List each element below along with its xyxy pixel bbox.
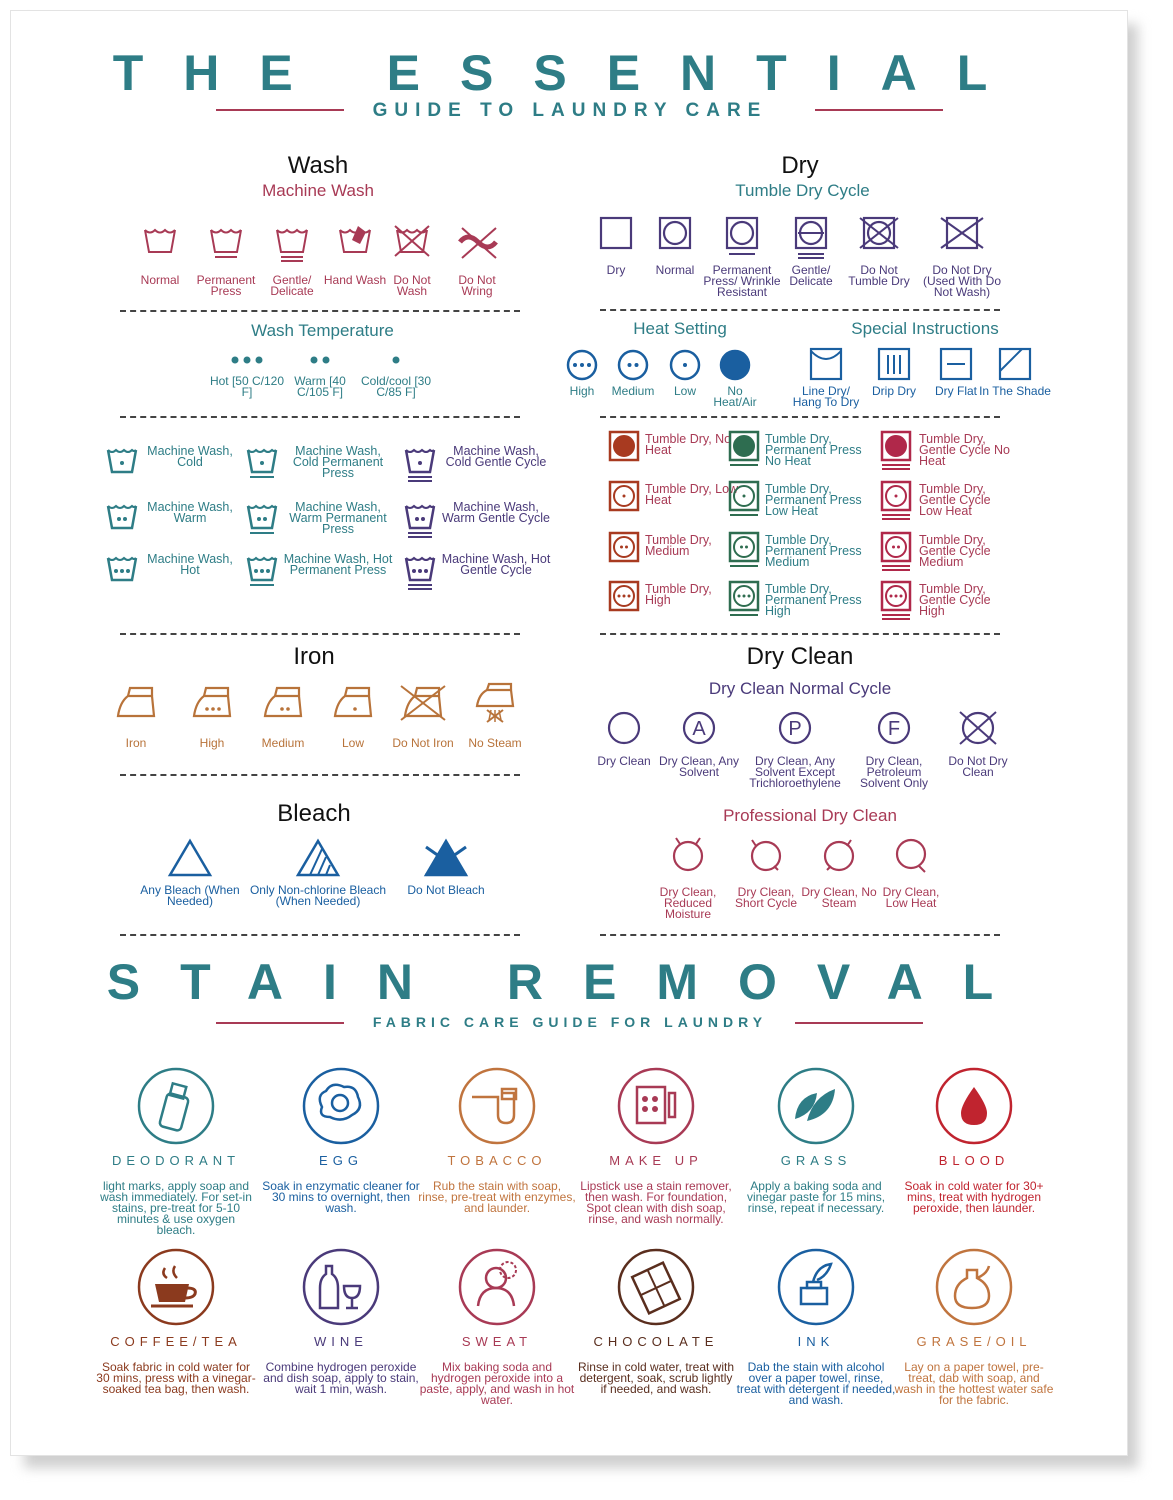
dry-item-label: Dry bbox=[606, 263, 626, 277]
wash-combo-label: Machine Wash, Hot Gentle Cycle bbox=[441, 552, 551, 577]
dry-flat-icon bbox=[939, 347, 973, 381]
divider bbox=[120, 310, 520, 312]
tumble-dry-combo-icon bbox=[608, 480, 640, 522]
stain-name: GRASS bbox=[780, 1153, 852, 1168]
dry-item-label: Normal bbox=[655, 263, 695, 277]
temperature-label: Hot [50 C/120 F] bbox=[209, 374, 285, 399]
svg-text:F: F bbox=[887, 718, 901, 740]
dry-heading: Dry bbox=[781, 152, 819, 179]
heat-setting-icon bbox=[617, 349, 649, 381]
dry-clean-icon bbox=[606, 710, 642, 746]
tumble-dry-combo-label: Tumble Dry, Permanent Press Medium bbox=[765, 533, 862, 569]
stain-description: light marks, apply soap and wash immediately. For set-in stains, pre-treat for 5-10 minutes & use oxygen bleach. bbox=[100, 1179, 252, 1237]
dry-clean-label: Dry Clean bbox=[597, 754, 651, 768]
dry-subheading: Tumble Dry Cycle bbox=[735, 181, 870, 200]
heat-setting-icon bbox=[719, 349, 751, 381]
tumble-dry-combo-icon bbox=[728, 430, 760, 472]
tumble-dry-permanent-press-icon bbox=[725, 216, 759, 262]
tumble-dry-combo-label: Tumble Dry, Gentle Cycle Medium bbox=[919, 533, 991, 569]
stain-removal-subtitle: FABRIC CARE GUIDE FOR LAUNDRY bbox=[372, 1014, 768, 1030]
stain-name: GRASE/OIL bbox=[916, 1334, 1032, 1349]
line-dry-icon bbox=[809, 347, 843, 381]
heat-setting-label: No Heat/Air bbox=[713, 384, 757, 409]
bleach-item-label: Any Bleach (When Needed) bbox=[140, 883, 240, 908]
dry-clean-p-icon bbox=[777, 710, 813, 746]
iron-low-icon bbox=[329, 682, 377, 724]
sweat-icon bbox=[458, 1248, 536, 1326]
wash-heading: Wash bbox=[287, 152, 349, 179]
blood-drop-icon bbox=[935, 1067, 1013, 1145]
tumble-dry-combo-icon bbox=[608, 580, 640, 622]
do-not-wring-icon bbox=[458, 224, 496, 264]
wash-combo-icon bbox=[404, 500, 436, 540]
iron-heading: Iron bbox=[293, 643, 335, 670]
wash-combo-icon bbox=[404, 552, 436, 592]
do-not-dry-clean-icon bbox=[960, 710, 996, 746]
do-not-dry-icon bbox=[945, 216, 979, 262]
iron-item-label: No Steam bbox=[468, 736, 522, 750]
dry-item-label: Do Not Dry (Used With Do Not Wash) bbox=[922, 263, 1002, 299]
tumble-dry-combo-label: Tumble Dry, No Heat bbox=[645, 432, 732, 457]
heat-setting-icon bbox=[669, 349, 701, 381]
divider bbox=[120, 774, 520, 776]
tumble-dry-combo-icon bbox=[728, 531, 760, 573]
dry-clean-heading: Dry Clean bbox=[746, 643, 854, 670]
special-instruction-label: Dry Flat bbox=[935, 384, 977, 398]
stain-name: WINE bbox=[314, 1334, 368, 1349]
stain-description: Combine hydrogen peroxide and dish soap, apply to stain, wait 1 min, wash. bbox=[263, 1360, 419, 1396]
bleach-heading: Bleach bbox=[277, 800, 351, 827]
stain-name: DEODORANT bbox=[111, 1153, 241, 1168]
do-not-iron-icon bbox=[399, 682, 447, 724]
heat-setting-label: Low bbox=[673, 384, 696, 398]
wash-combo-label: Machine Wash, Warm Gentle Cycle bbox=[442, 500, 550, 525]
temperature-dots-icon bbox=[300, 354, 340, 366]
wash-combo-icon bbox=[106, 444, 138, 484]
dry-clean-reduced-moisture-icon bbox=[670, 836, 706, 874]
temperature-label: Warm [40 C/105 F] bbox=[294, 374, 346, 399]
stain-name: INK bbox=[797, 1334, 835, 1349]
stain-name: MAKE UP bbox=[609, 1153, 703, 1168]
wash-combo-icon bbox=[246, 552, 278, 592]
divider bbox=[120, 416, 520, 418]
tumble-dry-combo-label: Tumble Dry, High bbox=[645, 582, 712, 607]
dry-clean-label: Dry Clean, Any Solvent bbox=[658, 754, 740, 779]
special-instructions-heading: Special Instructions bbox=[851, 319, 999, 338]
stain-description: Soak in enzymatic cleaner for 30 mins to overnight, then wash. bbox=[262, 1179, 420, 1215]
tumble-dry-combo-label: Tumble Dry, Low Heat bbox=[645, 482, 739, 507]
tumble-dry-combo-label: Tumble Dry, Permanent Press High bbox=[765, 582, 862, 618]
tumble-dry-combo-label: Tumble Dry, Permanent Press No Heat bbox=[765, 432, 862, 468]
iron-item-label: Do Not Iron bbox=[392, 736, 454, 750]
wash-combo-label: Machine Wash, Cold Permanent Press bbox=[292, 444, 384, 480]
stain-description: Soak fabric in cold water for 30 mins, press with a vinegar-soaked tea bag, then wash. bbox=[96, 1360, 256, 1396]
dry-clean-f-icon bbox=[876, 710, 912, 746]
pipe-icon bbox=[458, 1067, 536, 1145]
iron-icon bbox=[112, 682, 160, 724]
makeup-icon bbox=[617, 1067, 695, 1145]
wash-combo-label: Machine Wash, Cold bbox=[147, 444, 233, 469]
dry-icon bbox=[599, 216, 633, 262]
iron-medium-icon bbox=[259, 682, 307, 724]
wash-permanent-press-icon bbox=[207, 224, 245, 264]
do-not-bleach-icon bbox=[424, 839, 468, 879]
tumble-dry-combo-icon bbox=[880, 480, 912, 522]
wash-combo-icon bbox=[106, 500, 138, 540]
temperature-label: Cold/cool [30 C/85 F] bbox=[360, 374, 432, 399]
stain-description: Rub the stain with soap, rinse, pre-treat with enzymes, and launder. bbox=[418, 1179, 576, 1215]
stain-description: Dab the stain with alcohol over a paper towel, rinse, treat with detergent if needed, and wash. bbox=[736, 1360, 896, 1407]
tumble-dry-combo-label: Tumble Dry, Gentle Cycle Low Heat bbox=[919, 482, 991, 518]
dry-item-label: Gentle/ Delicate bbox=[789, 263, 833, 288]
tumble-dry-combo-label: Tumble Dry, Gentle Cycle No Heat bbox=[919, 432, 1011, 468]
special-instruction-label: In The Shade bbox=[979, 384, 1051, 398]
bleach-item-label: Do Not Bleach bbox=[407, 883, 485, 897]
iron-item-label: Low bbox=[341, 736, 364, 750]
divider bbox=[120, 934, 520, 936]
dry-item-label: Permanent Press/ Wrinkle Resistant bbox=[703, 263, 781, 299]
no-steam-icon bbox=[471, 682, 519, 724]
stain-name: EGG bbox=[319, 1153, 363, 1168]
wash-combo-label: Machine Wash, Cold Gentle Cycle bbox=[445, 444, 547, 469]
tumble-dry-combo-icon bbox=[728, 580, 760, 622]
svg-text:P: P bbox=[788, 718, 802, 740]
iron-high-icon bbox=[188, 682, 236, 724]
professional-dry-clean-heading: Professional Dry Clean bbox=[723, 806, 897, 825]
dry-clean-any-solvent-icon bbox=[681, 710, 717, 746]
stain-name: COFFEE/TEA bbox=[110, 1334, 242, 1349]
wash-gentle-icon bbox=[273, 224, 311, 264]
page-subtitle: GUIDE TO LAUNDRY CARE bbox=[372, 100, 768, 121]
drip-dry-icon bbox=[877, 347, 911, 381]
deodorant-icon bbox=[137, 1067, 215, 1145]
tumble-dry-combo-icon bbox=[608, 531, 640, 573]
oil-bottle-icon bbox=[935, 1248, 1013, 1326]
stain-description: Soak in cold water for 30+ mins, treat with hydrogen peroxide, then launder. bbox=[904, 1179, 1044, 1215]
stain-name: BLOOD bbox=[938, 1153, 1010, 1168]
stain-description: Apply a baking soda and vinegar paste for 15 mins, rinse, repeat if necessary. bbox=[746, 1179, 886, 1215]
tumble-dry-combo-label: Tumble Dry, Medium bbox=[645, 533, 712, 558]
page-title: THE ESSENTIAL bbox=[112, 45, 1028, 101]
heat-setting-icon bbox=[566, 349, 598, 381]
tumble-dry-normal-icon bbox=[658, 216, 692, 262]
professional-dry-clean-label: Dry Clean, Reduced Moisture bbox=[659, 885, 717, 921]
divider bbox=[600, 633, 1000, 635]
divider bbox=[120, 633, 520, 635]
wash-combo-label: Machine Wash, Warm Permanent Press bbox=[289, 500, 387, 536]
divider bbox=[600, 309, 1000, 311]
wine-icon bbox=[302, 1248, 380, 1326]
stain-name: TOBACCO bbox=[447, 1153, 547, 1168]
tumble-dry-combo-icon bbox=[880, 531, 912, 573]
dry-clean-subheading: Dry Clean Normal Cycle bbox=[708, 679, 892, 698]
wash-normal-icon bbox=[141, 224, 179, 264]
tumble-dry-combo-icon bbox=[728, 480, 760, 522]
ink-icon bbox=[777, 1248, 855, 1326]
wash-item-label: Permanent Press bbox=[196, 273, 256, 298]
bleach-item-label: Only Non-chlorine Bleach (When Needed) bbox=[249, 883, 387, 908]
tumble-dry-gentle-icon bbox=[794, 216, 828, 262]
do-not-tumble-dry-icon bbox=[862, 216, 896, 262]
iron-item-label: Medium bbox=[261, 736, 305, 750]
wash-combo-icon bbox=[246, 444, 278, 484]
wash-combo-label: Machine Wash, Hot Permanent Press bbox=[283, 552, 393, 577]
dry-clean-label: Do Not Dry Clean bbox=[948, 754, 1008, 779]
professional-dry-clean-label: Dry Clean, No Steam bbox=[801, 885, 877, 910]
tumble-dry-combo-label: Tumble Dry, Permanent Press Low Heat bbox=[765, 482, 862, 518]
stain-description: Lay on a paper towel, pre-treat, dab with soap, and wash in the hottest water safe for the fabric. bbox=[894, 1360, 1054, 1407]
wash-item-label: Do Not Wring bbox=[458, 273, 496, 298]
dry-clean-no-steam-icon bbox=[821, 836, 857, 874]
egg-icon bbox=[302, 1067, 380, 1145]
heat-setting-label: High bbox=[569, 384, 595, 398]
wash-combo-label: Machine Wash, Hot bbox=[147, 552, 233, 577]
dry-clean-label: Dry Clean, Petroleum Solvent Only bbox=[859, 754, 929, 790]
wash-subheading: Machine Wash bbox=[262, 181, 374, 200]
stain-name: CHOCOLATE bbox=[593, 1334, 719, 1349]
temperature-dots-icon bbox=[376, 354, 416, 366]
wash-combo-label: Machine Wash, Warm bbox=[147, 500, 233, 525]
stain-removal-title: STAIN REMOVAL bbox=[106, 954, 1034, 1010]
heat-setting-label: Medium bbox=[611, 384, 655, 398]
dry-in-shade-icon bbox=[998, 347, 1032, 381]
wash-item-label: Do Not Wash bbox=[393, 273, 431, 298]
stain-description: Mix baking soda and hydrogen peroxide into a paste, apply, and wash in hot water. bbox=[419, 1360, 575, 1407]
tumble-dry-combo-icon bbox=[880, 430, 912, 472]
wash-combo-icon bbox=[246, 500, 278, 540]
tumble-dry-combo-label: Tumble Dry, Gentle Cycle High bbox=[919, 582, 991, 618]
stain-description: Lipstick use a stain remover, then wash. For foundation, Spot clean with dish soap, rinse, and wash normally. bbox=[580, 1179, 732, 1226]
tumble-dry-combo-icon bbox=[880, 580, 912, 622]
professional-dry-clean-label: Dry Clean, Short Cycle bbox=[734, 885, 798, 910]
dry-item-label: Do Not Tumble Dry bbox=[848, 263, 910, 288]
dry-clean-label: Dry Clean, Any Solvent Except Trichloroethylene bbox=[749, 754, 841, 790]
iron-item-label: Iron bbox=[125, 736, 147, 750]
professional-dry-clean-label: Dry Clean, Low Heat bbox=[882, 885, 940, 910]
stain-description: Rinse in cold water, treat with detergent, soak, scrub lightly if needed, and wash. bbox=[577, 1360, 735, 1396]
wash-combo-icon bbox=[106, 552, 138, 592]
tumble-dry-combo-icon bbox=[608, 430, 640, 472]
divider bbox=[600, 934, 1000, 936]
wash-temperature-heading: Wash Temperature bbox=[251, 321, 394, 340]
heat-setting-heading: Heat Setting bbox=[633, 319, 727, 338]
wash-item-label: Hand Wash bbox=[323, 273, 387, 287]
chocolate-icon bbox=[617, 1248, 695, 1326]
leaf-icon bbox=[777, 1067, 855, 1145]
dry-clean-short-cycle-icon bbox=[748, 836, 784, 874]
svg-text:A: A bbox=[692, 718, 706, 740]
dry-clean-low-heat-icon bbox=[893, 836, 929, 874]
any-bleach-icon bbox=[168, 839, 212, 879]
iron-item-label: High bbox=[199, 736, 225, 750]
wash-item-label: Normal bbox=[140, 273, 180, 287]
special-instruction-label: Drip Dry bbox=[872, 384, 916, 398]
do-not-wash-icon bbox=[393, 224, 431, 264]
temperature-dots-icon bbox=[227, 354, 267, 366]
non-chlorine-bleach-icon bbox=[296, 839, 340, 879]
hand-wash-icon bbox=[336, 224, 374, 264]
stain-name: SWEAT bbox=[461, 1334, 533, 1349]
wash-item-label: Gentle/ Delicate bbox=[270, 273, 314, 298]
special-instruction-label: Line Dry/ Hang To Dry bbox=[792, 384, 860, 409]
wash-combo-icon bbox=[404, 444, 436, 484]
coffee-cup-icon bbox=[137, 1248, 215, 1326]
divider bbox=[600, 416, 1000, 418]
